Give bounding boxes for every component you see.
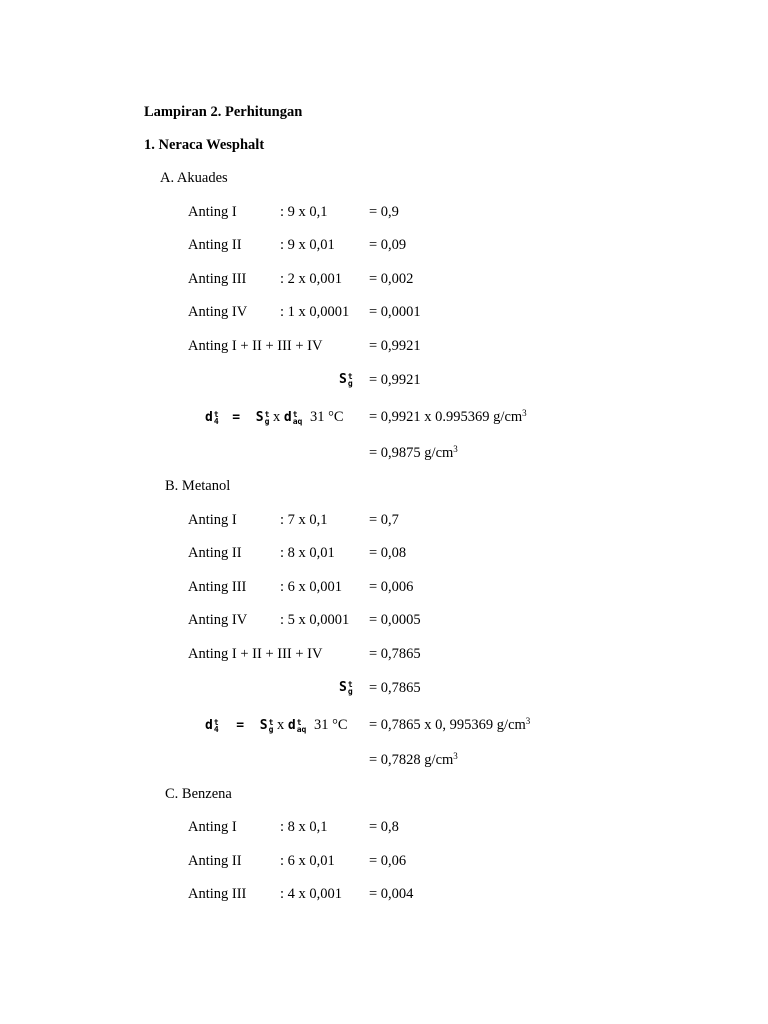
- akuades-row-mul: : 9 x 0,1: [280, 204, 328, 220]
- akuades-density-calc: = 0,9921 x 0.995369 $g/cm^3$: [369, 408, 527, 425]
- akuades-row-mul: : 1 x 0,0001: [280, 304, 350, 320]
- metanol-row-label: Anting IV: [188, 612, 248, 628]
- subsection-benzena-title: C. Benzena: [165, 786, 232, 802]
- metanol-row-mul: : 7 x 0,1: [280, 512, 328, 528]
- metanol-row-result: = 0,08: [369, 545, 407, 561]
- akuades-sum-label: Anting I + II + III + IV: [188, 338, 323, 354]
- akuades-sg-symbol: S t g: [339, 371, 353, 388]
- metanol-sg-symbol: S t g: [339, 679, 353, 696]
- akuades-row-result: = 0,002: [369, 271, 414, 287]
- metanol-sum-label: Anting I + II + III + IV: [188, 646, 323, 662]
- benzena-row-mul: : 8 x 0,1: [280, 819, 328, 835]
- benzena-row-result: = 0,8: [369, 819, 399, 835]
- akuades-row-result: = 0,09: [369, 237, 407, 253]
- akuades-row-mul: : 9 x 0,01: [280, 237, 335, 253]
- metanol-density-formula: d t 4 = S t g x d t aq 31 °C: [205, 717, 348, 734]
- akuades-row-label: Anting I: [188, 204, 237, 220]
- benzena-row-label: Anting II: [188, 853, 242, 869]
- benzena-row-result: = 0,06: [369, 853, 407, 869]
- metanol-row-mul: : 8 x 0,01: [280, 545, 335, 561]
- benzena-row-mul: : 6 x 0,01: [280, 853, 335, 869]
- metanol-sg-result: = 0,7865: [369, 680, 421, 696]
- metanol-row-label: Anting III: [188, 579, 247, 595]
- metanol-row-result: = 0,0005: [369, 612, 421, 628]
- akuades-row-label: Anting III: [188, 271, 247, 287]
- akuades-row-result: = 0,0001: [369, 304, 421, 320]
- subsection-akuades-title: A. Akuades: [160, 170, 228, 186]
- section-title: 1. Neraca Wesphalt: [144, 137, 265, 153]
- akuades-sg-result: = 0,9921: [369, 372, 421, 388]
- akuades-density-result: = 0,9875 $g/cm^3$: [369, 444, 458, 461]
- metanol-row-mul: : 6 x 0,001: [280, 579, 343, 595]
- akuades-sum-result: = 0,9921: [369, 338, 421, 354]
- subsection-metanol-title: B. Metanol: [165, 478, 231, 494]
- metanol-sum-result: = 0,7865: [369, 646, 421, 662]
- akuades-density-formula: d t 4 = S t g x d t aq 31 °C: [205, 409, 344, 426]
- akuades-row-result: = 0,9: [369, 204, 399, 220]
- metanol-row-mul: : 5 x 0,0001: [280, 612, 350, 628]
- benzena-row-label: Anting I: [188, 819, 237, 835]
- akuades-row-label: Anting IV: [188, 304, 248, 320]
- akuades-row-mul: : 2 x 0,001: [280, 271, 343, 287]
- metanol-density-calc: = 0,7865 x 0, 995369 $g/cm^3$: [369, 716, 531, 733]
- metanol-density-result: = 0,7828 $g/cm^3$: [369, 751, 458, 768]
- benzena-row-label: Anting III: [188, 886, 247, 902]
- metanol-row-label: Anting I: [188, 512, 237, 528]
- page-heading: Lampiran 2. Perhitungan: [144, 104, 303, 120]
- benzena-row-mul: : 4 x 0,001: [280, 886, 343, 902]
- metanol-row-result: = 0,006: [369, 579, 414, 595]
- benzena-row-result: = 0,004: [369, 886, 414, 902]
- metanol-row-result: = 0,7: [369, 512, 399, 528]
- akuades-row-label: Anting II: [188, 237, 242, 253]
- metanol-row-label: Anting II: [188, 545, 242, 561]
